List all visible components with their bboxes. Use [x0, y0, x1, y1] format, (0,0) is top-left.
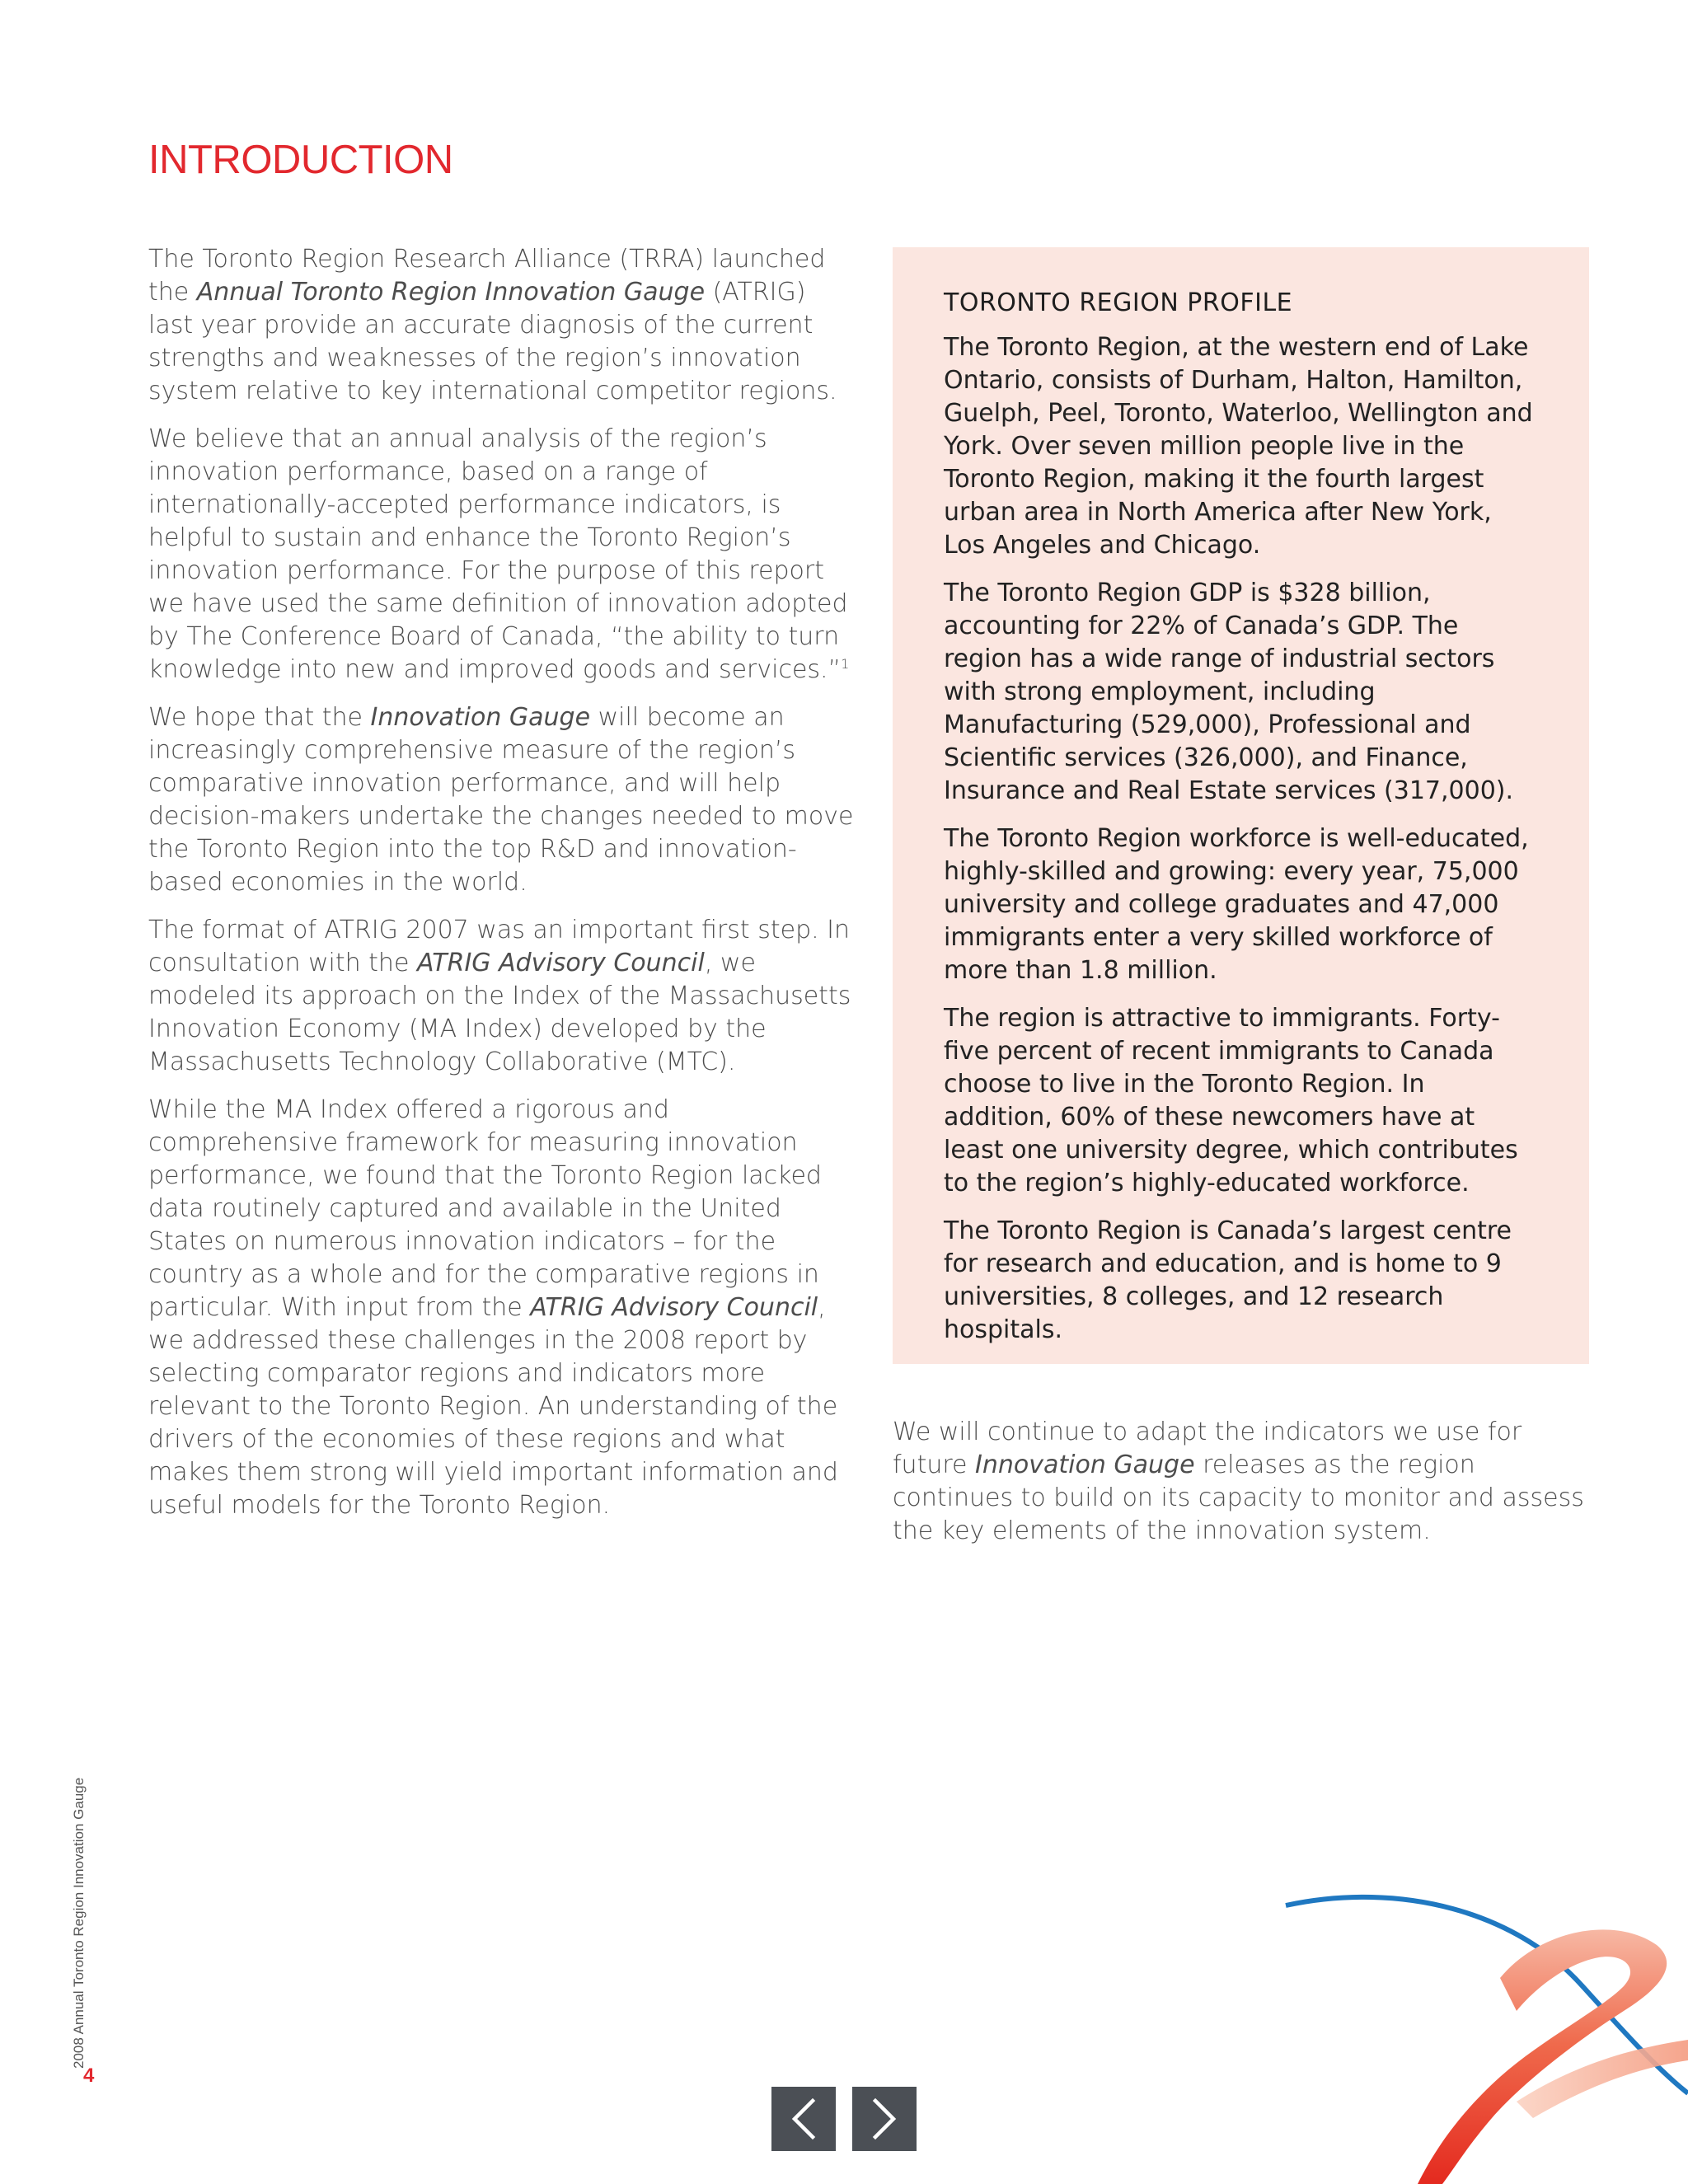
next-page-button[interactable]	[852, 2087, 917, 2151]
profile-paragraph-1: The Toronto Region, at the western end of Lake Ontario, consists of Durham, Halton, Hamilton, Guelph, Peel, Toronto, Waterloo, Wellington and York. Over seven million people live in the Toronto Region, making it the fourth largest urban area in North America after New York, Los Angeles and Chicago.	[944, 333, 1533, 560]
intro-paragraph-3: We hope that the Innovation Gauge will become an increasingly comprehensive measure of the region’s comparative innovation performance, and will help decision-makers undertake the changes needed to move the Toronto Region into the top R&D and innovation-based economies in the world.	[148, 703, 854, 897]
profile-paragraph-5: The Toronto Region is Canada’s largest centre for research and education, and is home to 9 universities, 8 colleges, and 12 research hospitals.	[944, 1216, 1512, 1344]
profile-paragraph-3: The Toronto Region workforce is well-educated, highly-skilled and growing: every year, 75,000 university and college graduates and 47,000 immigrants enter a very skilled workforce of more than 1.8 million.	[944, 824, 1529, 985]
page-title: INTRODUCTION	[148, 138, 453, 182]
profile-title: TORONTO REGION PROFILE	[944, 288, 1293, 317]
intro-paragraph-1: The Toronto Region Research Alliance (TRRA) launched the Annual Toronto Region Innovation Gauge (ATRIG) last year provide an accurate diagnosis of the current strengths and weaknesses of the region’s innovation system relative to key international competitor regions.	[148, 245, 837, 405]
intro-paragraph-2: We believe that an annual analysis of the region’s innovation performance, based on a range of internationally-accepted performance indicators, is helpful to sustain and enhance the Toronto Region’s innovation performance. For the purpose of this report we have used the same definition of innovation adopted by The Conference Board of Canada, “the ability to turn knowledge into new and improved goods and services.”$^1$	[148, 424, 850, 684]
page-number: 4	[83, 2064, 95, 2087]
left-column	[148, 243, 857, 1537]
previous-page-button[interactable]	[771, 2087, 836, 2151]
intro-paragraph-4: The format of ATRIG 2007 was an important first step. In consultation with the ATRIG Advisory Council, we modeled its approach on the Index of the Massachusetts Innovation Economy (MA Index) developed by the Massachusetts Technology Collaborative (MTC).	[148, 916, 851, 1076]
ribbon-decoration	[1269, 1887, 1688, 2184]
toronto-region-profile-box	[893, 247, 1589, 1364]
right-column-closing	[893, 1416, 1601, 1563]
profile-paragraph-2: The Toronto Region GDP is $328 billion, accounting for 22% of Canada’s GDP. The region has a wide range of industrial sectors with strong employment, including Manufacturing (529,000), Professional and Scientific services (326,000), and Finance, Insurance and Real Estate services (317,000).	[944, 579, 1514, 805]
closing-paragraph: We will continue to adapt the indicators we use for future Innovation Gauge releases as the region continues to build on its capacity to monitor and assess the key elements of the innovation system.	[893, 1418, 1584, 1545]
profile-paragraph-4: The region is attractive to immigrants. Forty-five percent of recent immigrants to Canada choose to live in the Toronto Region. In addition, 60% of these newcomers have at least one university degree, which contributes to the region’s highly-educated workforce.	[944, 1004, 1518, 1197]
publication-title-caption: 2008 Annual Toronto Region Innovation Gauge	[71, 1777, 87, 2069]
intro-paragraph-5: While the MA Index offered a rigorous and comprehensive framework for measuring innovation performance, we found that the Toronto Region lacked data routinely captured and available in the United States on numerous innovation indicators – for the country as a whole and for the comparative regions in particular. With input from the ATRIG Advisory Council, we addressed these challenges in the 2008 report by selecting comparator regions and indicators more relevant to the Toronto Region. An understanding of the drivers of the economies of these regions and what makes them strong will yield important information and useful models for the Toronto Region.	[148, 1095, 838, 1520]
footnote-ref[interactable]: 1	[841, 656, 850, 672]
chevron-right-icon	[868, 2097, 901, 2140]
chevron-left-icon	[787, 2097, 820, 2140]
